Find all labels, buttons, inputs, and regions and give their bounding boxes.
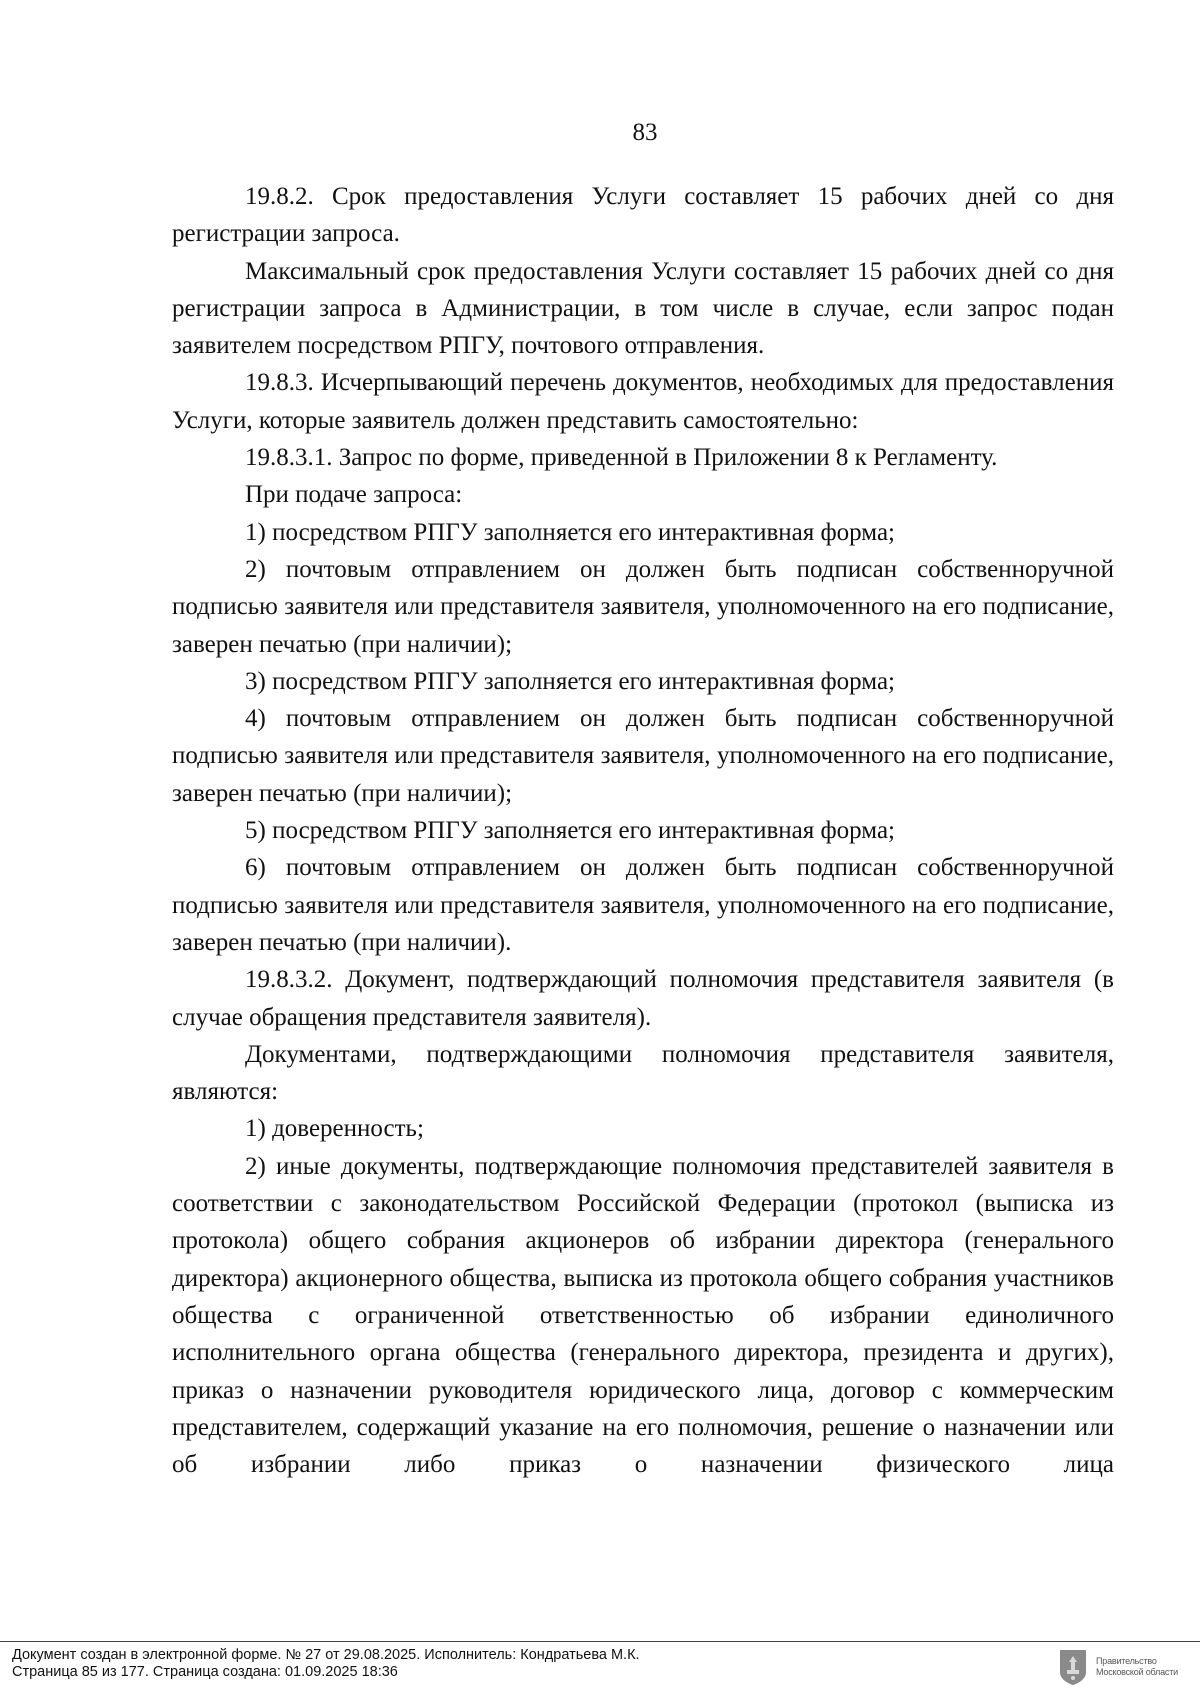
logo-caption xyxy=(1096,1656,1178,1678)
paragraph: 19.8.3.1. Запрос по форме, приведенной в Приложении 8 к Регламенту. xyxy=(245,444,998,472)
footer-divider xyxy=(0,1641,1200,1642)
document-body xyxy=(172,178,1114,1483)
paragraph: Документами, подтверждающими полномочия представителя заявителя, являются: xyxy=(172,1040,1114,1106)
paragraph: Максимальный срок предоставления Услуги составляет 15 рабочих дней со дня регистрации запроса в Администрации, в том числе в случае, если запрос подан заявителем посредством РПГУ, почтового отправления. xyxy=(172,257,1114,360)
page-number: 83 xyxy=(632,119,658,146)
list-item: 1) посредством РПГУ заполняется его интерактивная форма; xyxy=(245,518,895,546)
paragraph: При подаче запроса: xyxy=(245,481,463,509)
list-item: 2) почтовым отправлением он должен быть подписан собственноручной подписью заявителя или представителя заявителя, уполномоченного на его подписание, заверен печатью (при наличии); xyxy=(172,555,1114,658)
paragraph: 19.8.3.2. Документ, подтверждающий полномочия представителя заявителя (в случае обращения представителя заявителя). xyxy=(172,966,1114,1031)
footer-line: Страница 85 из 177. Страница создана: 01.09.2025 18:36 xyxy=(12,1664,398,1680)
footer-line: Документ создан в электронной форме. № 27 от 29.08.2025. Исполнитель: Кондратьева М.К. xyxy=(12,1647,640,1663)
moscow-region-emblem-icon xyxy=(1058,1648,1088,1686)
logo-caption-line: Московской области xyxy=(1096,1667,1178,1677)
list-item: 6) почтовым отправлением он должен быть подписан собственноручной подписью заявителя или представителя заявителя, уполномоченного на его подписание, заверен печатью (при наличии). xyxy=(172,854,1114,956)
logo-caption-line: Правительство xyxy=(1096,1656,1157,1666)
list-item: 2) иные документы, подтверждающие полномочия представителей заявителя в соответствии с законодательством Российской Федерации (протокол (выписка из протокола) общего собрания акционеров об избрании директора (генерального директора) акционерного общества, выписка из протокола общего собрания участников общества с ограниченной ответственностью об избрании единоличного исполнительного органа общества (генерального директора, президента и других), приказ о назначении руководителя юридического лица, договор с коммерческим представителем, содержащий указание на его полномочия, решение о назначении или об избрании либо приказ о назначении физического лица xyxy=(172,1152,1114,1479)
paragraph: 19.8.2. Срок предоставления Услуги составляет 15 рабочих дней со дня регистрации запроса. xyxy=(172,183,1114,248)
paragraph: 19.8.3. Исчерпывающий перечень документов, необходимых для предоставления Услуги, которые заявитель должен представить самостоятельно: xyxy=(172,369,1114,434)
list-item: 4) почтовым отправлением он должен быть подписан собственноручной подписью заявителя или представителя заявителя, уполномоченного на его подписание, заверен печатью (при наличии); xyxy=(172,705,1114,807)
list-item: 3) посредством РПГУ заполняется его интерактивная форма; xyxy=(245,667,895,695)
list-item: 1) доверенность; xyxy=(245,1115,424,1143)
list-item: 5) посредством РПГУ заполняется его интерактивная форма; xyxy=(245,817,895,845)
document-footer xyxy=(12,1647,640,1681)
government-logo xyxy=(1058,1645,1198,1689)
